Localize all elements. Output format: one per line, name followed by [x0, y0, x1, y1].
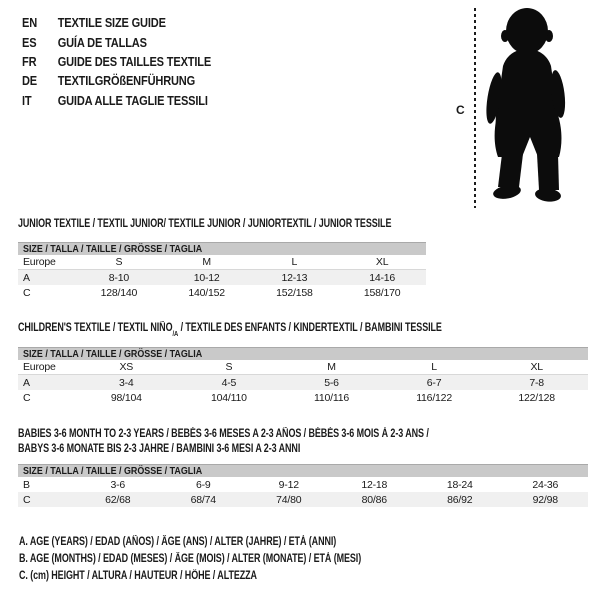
size-header-label: SIZE / TALLA / TAILLE / GRÖSSE / TAGLIA — [23, 348, 203, 360]
row-label: C — [23, 391, 31, 404]
language-row — [22, 13, 211, 32]
junior-size-table — [18, 242, 426, 300]
junior-section-title: JUNIOR TEXTILE / TEXTIL JUNIOR/ TEXTILE JUNIOR / JUNIORTEXTIL / JUNIOR TESSILE — [18, 218, 392, 230]
language-title: GUÍA DE TALLAS — [57, 34, 147, 50]
baby-silhouette-image — [485, 6, 567, 206]
legend-line-b: B. AGE (MONTHS) / EDAD (MESES) / ÂGE (MOIS) / ALTER (MONATE) / ETÀ (MESI) — [19, 552, 362, 565]
table-cell: 24-36 — [532, 478, 559, 491]
language-title: GUIDE DES TAILLES TEXTILE — [57, 53, 212, 69]
table-cell: 98/104 — [110, 391, 142, 404]
table-cell: 8-10 — [108, 271, 129, 284]
table-row-months — [18, 477, 588, 492]
table-cell: M — [202, 256, 211, 268]
table-cell: 62/68 — [105, 493, 131, 506]
height-measure-label: C — [456, 103, 465, 117]
language-row — [22, 52, 211, 71]
table-cell: L — [291, 256, 298, 268]
babies-title-line2: BABYS 3-6 MONATE BIS 2-3 JAHRE / BAMBINI 3-6 MESI A 2-3 ANNI — [18, 443, 301, 455]
table-cell: 12-18 — [361, 478, 388, 491]
language-code: EN — [22, 15, 38, 31]
row-label: C — [23, 493, 31, 506]
table-row-europe — [18, 255, 426, 270]
table-cell: 5-6 — [324, 376, 339, 389]
table-cell: 14-16 — [369, 271, 396, 284]
language-title-list — [22, 13, 244, 110]
language-row — [22, 32, 211, 51]
babies-title-line1: BABIES 3-6 MONTH TO 2-3 YEARS / BEBÉS 3-6 MESES A 2-3 AÑOS / BÉBÉS 3-6 MOIS À 2-3 ANS / — [18, 428, 429, 440]
table-cell: 140/152 — [188, 286, 225, 299]
language-title: GUIDA ALLE TAGLIE TESSILI — [57, 92, 208, 108]
language-code: IT — [22, 92, 32, 108]
table-cell: 92/98 — [532, 493, 558, 506]
row-label: A — [23, 271, 30, 284]
legend-line-a: A. AGE (YEARS) / EDAD (AÑOS) / ÂGE (ANS) / ALTER (JAHRE) / ETÀ (ANNI) — [19, 535, 337, 548]
language-code: ES — [22, 34, 37, 50]
table-cell: 158/170 — [363, 286, 401, 299]
table-cell: 122/128 — [518, 391, 555, 404]
row-label: C — [23, 286, 31, 299]
table-row-age — [18, 270, 426, 285]
children-title-text: CHILDREN'S TEXTILE / TEXTIL NIÑO — [18, 322, 173, 334]
size-header-label: SIZE / TALLA / TAILLE / GRÖSSE / TAGLIA — [23, 465, 203, 477]
row-label: B — [23, 478, 30, 491]
table-cell: 152/158 — [276, 286, 313, 299]
language-title: TEXTILE SIZE GUIDE — [57, 15, 166, 31]
row-label: Europe — [23, 361, 56, 373]
table-cell: 110/116 — [313, 391, 349, 404]
table-row-height — [18, 390, 588, 405]
table-cell: 4-5 — [221, 376, 237, 389]
children-size-table — [18, 347, 588, 405]
table-cell: 116/122 — [416, 391, 452, 404]
language-row — [22, 91, 211, 110]
table-cell: XS — [119, 361, 134, 373]
row-label: Europe — [23, 256, 56, 268]
size-header-label: SIZE / TALLA / TAILLE / GRÖSSE / TAGLIA — [23, 243, 203, 255]
table-row-age — [18, 375, 588, 390]
table-cell: M — [327, 361, 336, 373]
table-cell: 6-7 — [426, 376, 442, 389]
table-cell: 18-24 — [446, 478, 473, 491]
size-header-bar — [18, 242, 426, 255]
table-cell: 68/74 — [190, 493, 216, 506]
table-row-height — [18, 492, 588, 507]
table-cell: 80/86 — [361, 493, 387, 506]
measurement-legend — [19, 533, 458, 585]
table-cell: XL — [375, 256, 389, 268]
language-code: DE — [22, 73, 38, 89]
table-cell: 6-9 — [195, 478, 211, 491]
table-row-height — [18, 285, 426, 300]
row-label: A — [23, 376, 30, 389]
table-row-europe — [18, 360, 588, 375]
children-section-title — [18, 321, 442, 339]
table-cell: 7-8 — [529, 376, 544, 389]
legend-line-c: C. (cm) HEIGHT / ALTURA / HAUTEUR / HÖHE / ALTEZZA — [19, 569, 257, 582]
table-cell: S — [225, 361, 233, 373]
table-cell: 104/110 — [211, 391, 247, 404]
language-row — [22, 71, 211, 90]
table-cell: 10-12 — [193, 271, 220, 284]
table-cell: 86/92 — [447, 493, 473, 506]
table-cell: 128/140 — [100, 286, 138, 299]
table-cell: XL — [530, 361, 543, 373]
size-header-bar — [18, 464, 588, 477]
children-title-text: / TEXTILE DES ENFANTS / KINDERTEXTIL / BAMBINI TESSILE — [178, 322, 442, 334]
table-cell: 74/80 — [276, 493, 302, 506]
table-cell: 3-4 — [119, 376, 134, 389]
table-cell: 12-13 — [281, 271, 308, 284]
babies-size-table — [18, 464, 588, 507]
table-cell: 3-6 — [110, 478, 126, 491]
height-measure-line — [474, 8, 476, 208]
size-header-bar — [18, 347, 588, 360]
children-title-subscript: /A — [172, 329, 179, 339]
language-title: TEXTILGRÖßENFÜHRUNG — [57, 73, 196, 89]
table-cell: S — [115, 256, 123, 268]
language-code: FR — [22, 53, 37, 69]
babies-section-title — [18, 427, 429, 457]
table-cell: 9-12 — [278, 478, 299, 491]
table-cell: L — [431, 361, 437, 373]
